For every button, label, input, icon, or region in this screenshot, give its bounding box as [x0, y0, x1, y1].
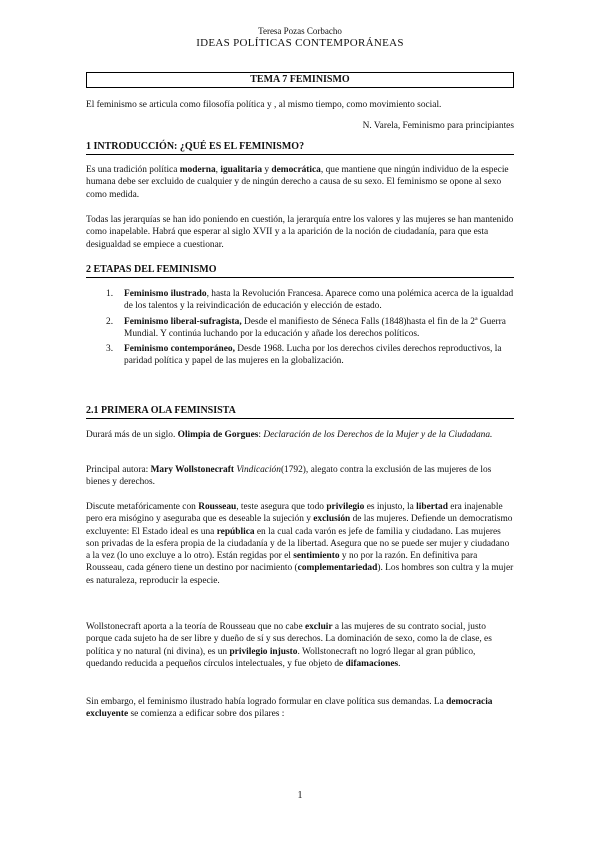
page-number: 1 — [297, 790, 303, 801]
section-heading-etapas: 2 ETAPAS DEL FEMINISMO — [86, 264, 514, 278]
first-wave-paragraph-5: Sin embargo, el feminismo ilustrado había logrado formular en clave política sus demandas. La democracia excluyente se comienza a edificar sobre dos pilares : — [86, 697, 493, 720]
epigraph-quote: El feminismo se articula como filosofía política y , al mismo tiempo, como movimiento social. — [86, 100, 442, 110]
first-wave-paragraph-4: Wollstonecraft aporta a la teoría de Rousseau que no cabe excluir a las mujeres de su contrato social, justo porque cada sujeto ha de ser libre y dueño de sí y sus derechos. La dominación de sexo, como la de clase, es política y no natural (ni divina), es un privilegio injusto. Wollstonecraft no logró llegar al gran público, quedando reducida a pequeños círculos intelectuales, y fue objeto de difamaciones. — [86, 622, 492, 669]
first-wave-paragraph-1: Durará más de un siglo. Olimpia de Gorgues: Declaración de los Derechos de la Mujer y de la Ciudadana. — [86, 430, 493, 440]
epigraph-source: N. Varela, Feminismo para principiantes — [362, 121, 514, 131]
list-item: 1. Feminismo ilustrado, hasta la Revolución Francesa. Aparece como una polémica acerca de la igualdad de los talentos y la reivindicación de educación y elección de estado. — [106, 289, 514, 312]
list-item: 3. Feminismo contemporáneo, Desde 1968. Lucha por los derechos civiles derechos reproductivos, la paridad política y papel de las mujeres en la globalización. — [106, 344, 502, 367]
author-name: Teresa Pozas Corbacho — [258, 26, 342, 36]
section-heading-primera-ola: 2.1 PRIMERA OLA FEMINSISTA — [86, 405, 514, 419]
section-heading-introduccion: 1 INTRODUCCIÓN: ¿QUÉ ES EL FEMINISMO? — [86, 141, 514, 155]
list-item: 2. Feminismo liberal-sufragista, Desde el manifiesto de Séneca Falls (1848)hasta el fin de la 2ª Guerra Mundial. Y continúa luchando por la educación y añade los derechos políticos. — [106, 316, 506, 339]
theme-title-box: TEMA 7 FEMINISMO — [86, 72, 514, 88]
intro-paragraph-1: Es una tradición política moderna, igualitaria y democrática, que mantiene que ningún individuo de la especie humana debe ser excluido de cualquier y de ningún derecho a causa de su sexo. El feminismo se opone al sexo como medida. — [86, 165, 509, 200]
intro-paragraph-2: Todas las jerarquías se han ido poniendo en cuestión, la jerarquía entre los valores y las mujeres se han mantenido como inapelable. Habrá que esperar al siglo XVII y a la aparición de la noción de ciudadanía, para que esta desigualdad se empiece a cuestionar. — [86, 215, 514, 250]
first-wave-paragraph-3: Discute metafóricamente con Rousseau, teste asegura que todo privilegio es injusto, la libertad era inajenable pero era misógino y aseguraba que es deseable la sujeción y exclusión de las mujeres. Defiende un democratismo excluyente: El Estado ideal es una república en la cual cada varón es jefe de familia y ciudadano. Las mujeres son privadas de la esfera propia de la ciudadanía y de la libertad. Asegura que no se puede ser mujer y ciudadano a la vez (lo uno excluye a lo otro). Están regidas por el sentimiento y no por la razón. En definitiva para Rousseau, cada género tiene un destino por nacimiento (complementariedad). Los hombres son cultra y la mujer es naturaleza, reproducir la especie. — [86, 502, 514, 586]
stages-list — [86, 288, 514, 371]
document-title: IDEAS POLÍTICAS CONTEMPORÁNEAS — [196, 37, 404, 49]
first-wave-paragraph-2: Principal autora: Mary Wollstonecraft Vindicación(1792), alegato contra la exclusión de las mujeres de los bienes y derechos. — [86, 465, 492, 488]
